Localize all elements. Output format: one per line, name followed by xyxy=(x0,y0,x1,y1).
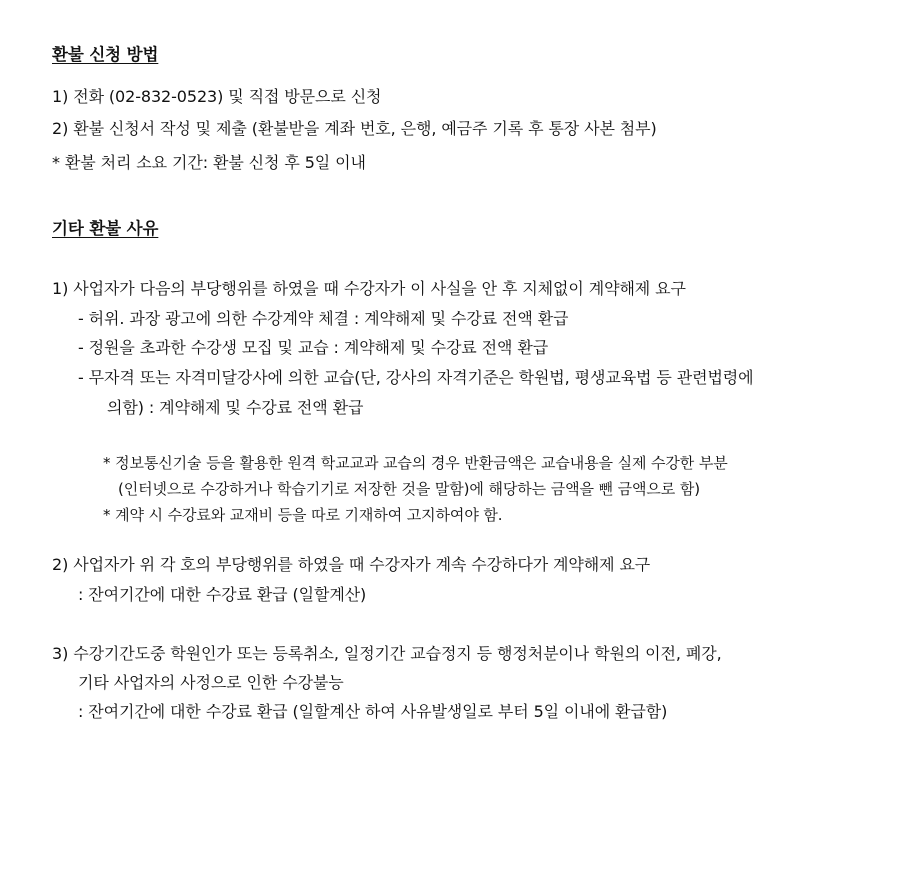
reason-3-continued: 기타 사업자의 사정으로 인한 수강불능 xyxy=(78,673,344,692)
reason-2-detail: : 잔여기간에 대한 수강료 환급 (일할계산) xyxy=(78,585,367,604)
other-refund-title: 기타 환불 사유 xyxy=(52,219,159,238)
reason-1-sub: - 허위. 과장 광고에 의한 수강계약 체결 : 계약해제 및 수강료 전액 환급 xyxy=(78,309,569,328)
refund-method-title: 환불 신청 방법 xyxy=(52,45,159,64)
reason-1-sub: - 무자격 또는 자격미달강사에 의한 교습(단, 강사의 자격기준은 학원법, 평생교육법 등 관련법령에 xyxy=(78,368,754,387)
reason-1-main: 1) 사업자가 다음의 부당행위를 하였을 때 수강자가 이 사실을 안 후 지체없이 계약해제 요구 xyxy=(52,279,686,298)
reason-3-main: 3) 수강기간도중 학원인가 또는 등록취소, 일정기간 교습정지 등 행정처분이나 학원의 이전, 폐강, xyxy=(52,644,722,663)
reason-2-main: 2) 사업자가 위 각 호의 부당행위를 하였을 때 수강자가 계속 수강하다가 계약해제 요구 xyxy=(52,555,651,574)
reason-1-sub: - 정원을 초과한 수강생 모집 및 교습 : 계약해제 및 수강료 전액 환급 xyxy=(78,338,549,357)
reason-1-sub-continued: 의함) : 계약해제 및 수강료 전액 환급 xyxy=(107,398,364,417)
reason-3-detail: : 잔여기간에 대한 수강료 환급 (일할계산 하여 사유발생일로 부터 5일 이내에 환급함) xyxy=(78,702,668,721)
reason-1-note-continued: (인터넷으로 수강하거나 학습기기로 저장한 것을 말함)에 해당하는 금액을 뺀 금액으로 함) xyxy=(118,480,700,498)
refund-method-item: 1) 전화 (02-832-0523) 및 직접 방문으로 신청 xyxy=(52,87,382,106)
refund-method-note: * 환불 처리 소요 기간: 환불 신청 후 5일 이내 xyxy=(52,153,366,172)
reason-1-note: * 정보통신기술 등을 활용한 원격 학교교과 교습의 경우 반환금액은 교습내용을 실제 수강한 부분 xyxy=(103,454,728,472)
reason-1-note: * 계약 시 수강료와 교재비 등을 따로 기재하여 고지하여야 함. xyxy=(103,506,503,524)
refund-method-item: 2) 환불 신청서 작성 및 제출 (환불받을 계좌 번호, 은행, 예금주 기록 후 통장 사본 첨부) xyxy=(52,119,657,138)
